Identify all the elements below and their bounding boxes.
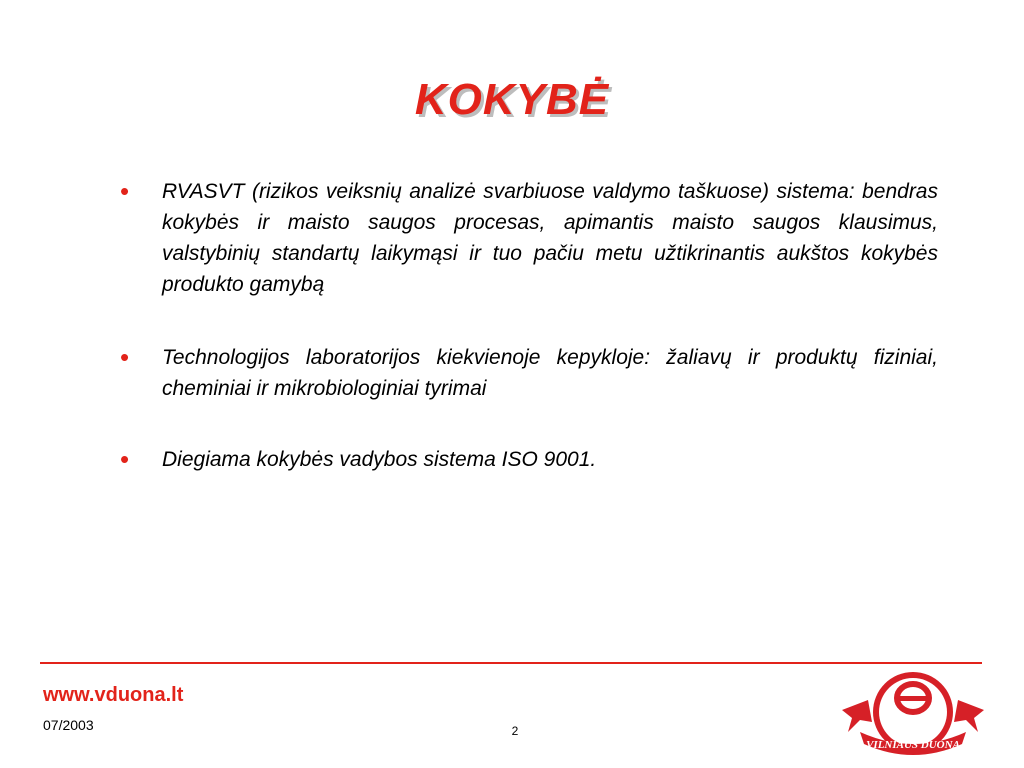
website-link[interactable]: www.vduona.lt [43, 684, 184, 706]
slide-title: KOKYBĖ [414, 75, 610, 124]
vilniaus-duona-emblem-icon [838, 670, 988, 762]
footer-divider [40, 662, 982, 664]
bullet-dot-icon: • [120, 176, 130, 206]
logo-text: VILNIAUS DUONA [866, 739, 960, 751]
bullet-list [120, 176, 938, 475]
footer-date: 07/2003 [43, 717, 94, 733]
bullet-item [120, 342, 938, 404]
bullet-item [120, 176, 938, 300]
bullet-text: Diegiama kokybės vadybos sistema ISO 9001. [162, 448, 597, 471]
bullet-item [120, 444, 938, 475]
bullet-text: Technologijos laboratorijos kiekvienoje kepykloje: žaliavų ir produktų fiziniai, cheminiai ir mikrobiologiniai tyrimai [162, 346, 938, 400]
bullet-dot-icon: • [120, 342, 130, 372]
bullet-text: RVASVT (rizikos veiksnių analizė svarbiuose valdymo taškuose) sistema: bendras kokybės ir maisto saugos procesas, apimantis maisto saugos klausimus, valstybinių standartų laikymąsi ir tuo pačiu metu užtikrinantis aukštos kokybės produkto gamybą [162, 180, 938, 296]
bullet-dot-icon: • [120, 444, 130, 474]
page-number: 2 [511, 724, 519, 738]
